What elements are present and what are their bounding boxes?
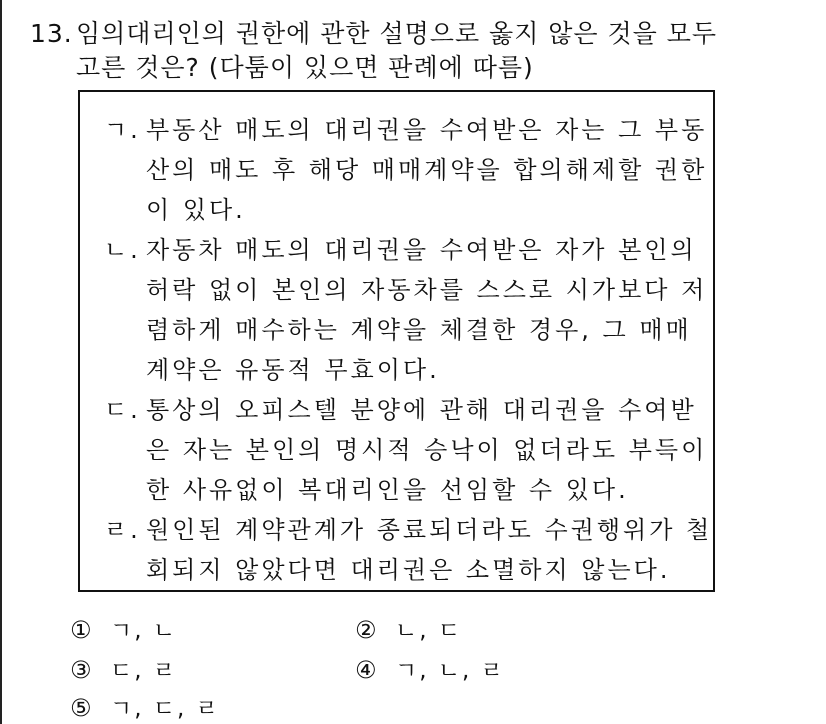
- statement-b-text-3: 렴하게 매수하는 계약을 체결한 경우, 그 매매: [146, 316, 692, 344]
- choice-2[interactable]: [355, 612, 462, 645]
- statement-a-text-3: 이 있다.: [146, 196, 246, 224]
- statement-c-line-2: [146, 430, 707, 465]
- statement-d-line-1: [104, 510, 712, 545]
- choice-3[interactable]: [70, 652, 177, 685]
- question-line-1: [30, 14, 717, 50]
- choice-1-text: ㄱ, ㄴ: [110, 618, 178, 644]
- statement-c-text-1: 통상의 오피스텔 분양에 관해 대리권을 수여받: [146, 396, 697, 424]
- choice-5-text: ㄱ, ㄷ, ㄹ: [110, 696, 220, 722]
- statement-b-line-3: [146, 310, 692, 345]
- statement-c-text-2: 은 자는 본인의 명시적 승낙이 없더라도 부득이: [146, 436, 708, 464]
- choice-3-text: ㄷ, ㄹ: [110, 658, 178, 684]
- statement-c-line-1: [104, 390, 697, 425]
- choice-1-number: ①: [70, 616, 94, 644]
- statements-box: [78, 90, 715, 592]
- choice-4-number: ④: [355, 656, 379, 684]
- statement-a-line-3: [146, 190, 246, 225]
- statement-d-marker: ㄹ.: [104, 516, 141, 544]
- statement-a-line-1: [104, 110, 707, 145]
- statement-a-line-2: [146, 150, 707, 185]
- statement-d-text-2: 회되지 않았다면 대리권은 소멸하지 않는다.: [146, 556, 671, 584]
- choice-5-number: ⑤: [70, 694, 94, 722]
- choice-2-text: ㄴ, ㄷ: [395, 618, 463, 644]
- statement-b-line-4: [146, 350, 440, 385]
- statement-a-text-1: 부동산 매도의 대리권을 수여받은 자는 그 부동: [146, 116, 708, 144]
- statement-b-text-4: 계약은 유동적 무효이다.: [146, 356, 440, 384]
- statement-b-line-1: [104, 230, 697, 265]
- statement-a-text-2: 산의 매도 후 해당 매매계약을 합의해제할 권한: [146, 156, 708, 184]
- question-number: 13.: [30, 19, 73, 48]
- statement-d-line-2: [146, 550, 670, 585]
- statement-c-line-3: [146, 470, 629, 505]
- statement-c-marker: ㄷ.: [104, 396, 141, 424]
- statement-b-text-2: 허락 없이 본인의 자동차를 스스로 시가보다 저: [146, 276, 708, 304]
- choice-4-text: ㄱ, ㄴ, ㄹ: [395, 658, 505, 684]
- choice-3-number: ③: [70, 656, 94, 684]
- statement-d-text-1: 원인된 계약관계가 종료되더라도 수권행위가 철: [146, 516, 713, 544]
- question-text-2: 고른 것은? (다툼이 있으면 판례에 따름): [76, 53, 534, 82]
- choice-1[interactable]: [70, 612, 177, 645]
- statement-b-line-2: [146, 270, 707, 305]
- choice-4[interactable]: [355, 652, 505, 685]
- choice-2-number: ②: [355, 616, 379, 644]
- choice-5[interactable]: [70, 690, 220, 723]
- page-left-border: [0, 0, 2, 724]
- statement-c-text-3: 한 사유없이 복대리인을 선임할 수 있다.: [146, 476, 629, 504]
- question-line-2: [76, 48, 534, 84]
- statement-a-marker: ㄱ.: [104, 116, 141, 144]
- question-text-1: 임의대리인의 권한에 관한 설명으로 옳지 않은 것을 모두: [76, 19, 718, 48]
- statement-b-marker: ㄴ.: [104, 236, 141, 264]
- statement-b-text-1: 자동차 매도의 대리권을 수여받은 자가 본인의: [146, 236, 697, 264]
